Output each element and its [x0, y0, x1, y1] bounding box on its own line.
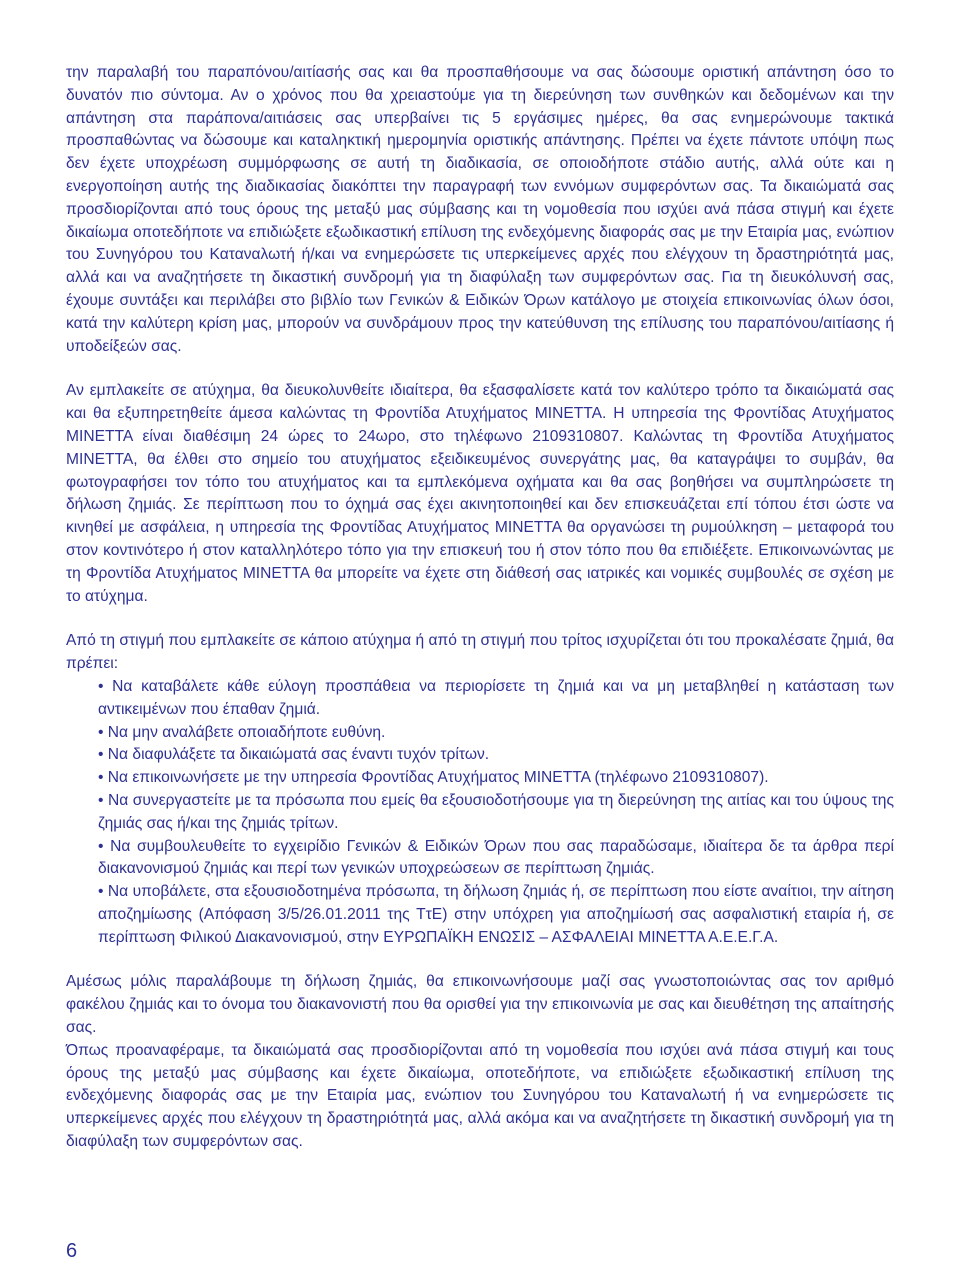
- paragraph-complaints: την παραλαβή του παραπόνου/αιτίασής σας και θα προσπαθήσουμε να σας δώσουμε οριστική απάντηση όσο το δυνατόν πιο σύντομα. Αν ο χρόνος που θα χρειαστούμε για τη διερεύνηση των συνθηκών και δεδομένων και την απάντηση στα παράπονα/αιτιάσεις σας υπερβαίνει τις 5 εργάσιμες ημέρες, θα σας ενημερώνουμε τακτικά προσπαθώντας να δώσουμε και καταληκτική ημερομηνία οριστικής απάντησης. Πρέπει να έχετε πάντοτε υπόψη πως δεν έχετε υποχρέωση συμμόρφωσης σε αυτή τη διαδικασία, σε οποιοδήποτε στάδιο αυτής, αλλά ούτε και η ενεργοποίηση αυτής της διαδικασίας διακόπτει την παραγραφή των εννόμων συμφερόντων σας. Τα δικαιώματά σας προσδιορίζονται από τους όρους της μεταξύ μας σύμβασης και τη νομοθεσία που ισχύει ανά πάσα στιγμή και έχετε δικαίωμα οποτεδήποτε να επιδιώξετε εξωδικαστική επίλυση της ενδεχόμενης διαφοράς σας με την Εταιρία μας, ενώπιον του Συνηγόρου του Καταναλωτή ή/και να ενημερώσετε τις υπερκείμενες αρχές που ελέγχουν τη δραστηριότητά μας, αλλά και να αναζητήσετε τη δικαστική συνδρομή για τη διαφύλαξη των συμφερόντων σας. Για τη διευκόλυνσή σας, έχουμε συντάξει και περιλάβει στο βιβλίο των Γενικών & Ειδικών Όρων κατάλογο με στοιχεία επικοινωνίας όλων όσοι, κατά την καλύτερη κρίση μας, μπορούν να συνδράμουν προς την κατεύθυνση της επίλυσης του παραπόνου/αιτίασης ή υποδείξεών σας.: [66, 64, 894, 355]
- list-item: • Να καταβάλετε κάθε εύλογη προσπάθεια να περιορίσετε τη ζημιά και να μη μεταβληθεί η κατάσταση των αντικειμένων που έπαθαν ζημιά.: [98, 676, 894, 722]
- page-number: 6: [66, 1240, 78, 1262]
- paragraph-rights: Όπως προαναφέραμε, τα δικαιώματά σας προσδιορίζονται από τη νομοθεσία που ισχύει ανά πάσα στιγμή και τους όρους της μεταξύ μας σύμβασης και έχετε δικαίωμα, οποτεδήποτε, να επιδιώξετε εξωδικαστική επίλυση της ενδεχόμενης διαφοράς σας με την Εταιρία μας, ενώπιον του Συνηγόρου του Καταναλωτή ή να ενημερώσετε τις υπερκείμενες αρχές που ελέγχουν τη δραστηριότητά μας, αλλά ακόμα και να αναζητήσετε τη δικαστική συνδρομή για τη διαφύλαξη των συμφερόντων σας.: [66, 1041, 894, 1151]
- paragraph-claim-contact: Αμέσως μόλις παραλάβουμε τη δήλωση ζημιάς, θα επικοινωνήσουμε μαζί σας γνωστοποιώντας σας τον αριθμό φακέλου ζημιάς και το όνομα του διακανονιστή που θα ορισθεί για την επικοινωνία με σας και διευθέτηση της απαίτησής σας.: [66, 973, 894, 1037]
- list-item: • Να μην αναλάβετε οποιαδήποτε ευθύνη.: [98, 722, 894, 745]
- list-item: • Να υποβάλετε, στα εξουσιοδοτημένα πρόσωπα, τη δήλωση ζημιάς ή, σε περίπτωση που είστε αναίτιοι, την αίτηση αποζημίωσης (Απόφαση 3/5/26.01.2011 της ΤτΕ) στην υπόχρεη για αποζημίωσή σας ασφαλιστική εταιρία ή, σε περίπτωση Φιλικού Διακανονισμού, στην ΕΥΡΩΠΑΪΚΗ ΕΝΩΣΙΣ – ΑΣΦΑΛΕΙΑΙ ΜΙΝΕΤΤΑ Α.Ε.Ε.Γ.Α.: [98, 881, 894, 949]
- spacer: [66, 949, 894, 971]
- list-item: • Να συνεργαστείτε με τα πρόσωπα που εμείς θα εξουσιοδοτήσουμε για τη διερεύνηση της αιτίας και του ύψους της ζημιάς σας ή/και της ζημιάς τρίτων.: [98, 790, 894, 836]
- list-item: • Να συμβουλευθείτε το εγχειρίδιο Γενικών & Ειδικών Όρων που σας παραδώσαμε, ιδιαίτερα δε τα άρθρα περί διακανονισμού ζημιάς και περί των γενικών υποχρεώσεων σε περίπτωση ζημιάς.: [98, 836, 894, 882]
- spacer: [66, 608, 894, 630]
- paragraph-obligations-intro: Από τη στιγμή που εμπλακείτε σε κάποιο ατύχημα ή από τη στιγμή που τρίτος ισχυρίζεται ότι του προκαλέσατε ζημιά, θα πρέπει:: [66, 632, 894, 673]
- document-body: [66, 62, 894, 1154]
- list-item: • Να επικοινωνήσετε με την υπηρεσία Φροντίδας Ατυχήματος ΜΙΝΕΤΤΑ (τηλέφωνο 2109310807).: [98, 767, 894, 790]
- paragraph-accident-care: Αν εμπλακείτε σε ατύχημα, θα διευκολυνθείτε ιδιαίτερα, θα εξασφαλίσετε κατά τον καλύτερο τρόπο τα δικαιώματά σας και θα εξυπηρετηθείτε άμεσα καλώντας τη Φροντίδα Ατυχήματος ΜΙΝΕΤΤΑ. Η υπηρεσία της Φροντίδας Ατυχήματος ΜΙΝΕΤΤΑ είναι διαθέσιμη 24 ώρες το 24ωρο, στο τηλέφωνο 2109310807. Καλώντας τη Φροντίδα Ατυχήματος ΜΙΝΕΤΤΑ, θα έλθει στο σημείο του ατυχήματος εξειδικευμένος συνεργάτης μας, θα καταγράψει το συμβάν, θα φωτογραφήσει τον τόπο του ατυχήματος και τα εμπλεκόμενα οχήματα και θα σας βοηθήσει να συμπληρώσετε τη δήλωση ζημιάς. Σε περίπτωση που το όχημά σας έχει ακινητοποιηθεί και δεν επισκευάζεται επί τόπου έτσι ώστε να κινηθεί με ασφάλεια, η υπηρεσία της Φροντίδας Ατυχήματος ΜΙΝΕΤΤΑ θα οργανώσει τη ρυμούλκηση – μεταφορά του στον κοντινότερο ή στον καταλληλότερο τόπο για την επισκευή του ή στον τόπο που θα επιδιέξετε. Επικοινωνώντας με τη Φροντίδα Ατυχήματος ΜΙΝΕΤΤΑ θα μπορείτε να έχετε στη διάθεσή σας ιατρικές και νομικές συμβουλές σε σχέση με το ατύχημα.: [66, 382, 894, 605]
- spacer: [66, 358, 894, 380]
- obligations-list: [66, 676, 894, 950]
- list-item: • Να διαφυλάξετε τα δικαιώματά σας έναντι τυχόν τρίτων.: [98, 744, 894, 767]
